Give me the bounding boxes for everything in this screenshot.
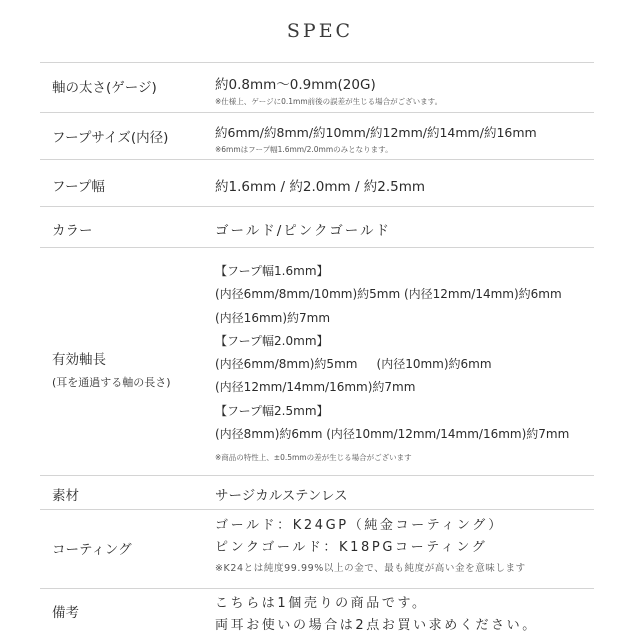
axis-length-line: 【フープ幅2.5mm】: [215, 403, 329, 418]
spec-row-hoop-size: [40, 112, 594, 160]
remarks-line-2: 両耳お使いの場合は2点お買い求めください。: [215, 618, 538, 633]
color-value: ゴールド/ピンクゴールド: [215, 223, 391, 239]
hoop-size-value: [215, 123, 537, 155]
remarks-line-1: こちらは1個売りの商品です。: [215, 596, 428, 611]
coating-label: コーティング: [52, 542, 132, 558]
axis-length-note: ※商品の特性上、±0.5mmの差が生じる場合がございます: [215, 453, 412, 463]
hoop-width-label: フープ幅: [52, 179, 105, 195]
spec-row-hoop-width: [40, 159, 594, 207]
hoop-size-value-text: 約6mm/約8mm/約10mm/約12mm/約14mm/約16mm: [215, 125, 537, 140]
hoop-size-note: ※6mmはフープ幅1.6mm/2.0mmのみとなります。: [215, 145, 393, 154]
spec-row-material: [40, 475, 594, 510]
coating-value: [215, 515, 526, 579]
hoop-size-label: フープサイズ(内径): [52, 130, 169, 146]
spec-row-color: [40, 206, 594, 248]
material-label: 素材: [52, 488, 79, 504]
spec-title: SPEC: [286, 20, 354, 42]
spec-row-gauge: [40, 62, 594, 113]
coating-note: ※K24とは純度99.99%以上の金で、最も純度が高い金を意味します: [215, 563, 526, 574]
axis-length-line: (内径16mm)約7mm: [215, 310, 331, 325]
axis-length-sublabel: (耳を通過する軸の長さ): [52, 376, 171, 389]
gauge-label: 軸の太さ(ゲージ): [52, 80, 157, 96]
spec-row-remarks: [40, 588, 594, 641]
material-value: サージカルステンレス: [215, 488, 348, 504]
axis-length-label-text: 有効軸長: [52, 352, 106, 368]
gauge-value-text: 約0.8mm〜0.9mm(20G): [215, 77, 376, 93]
gauge-value: [215, 73, 442, 107]
remarks-label: 備考: [52, 605, 79, 621]
axis-length-line: (内径6mm/8mm/10mm)約5mm (内径12mm/14mm)約6mm: [215, 287, 562, 302]
spec-row-axis-length: [40, 247, 594, 476]
axis-length-line: (内径12mm/14mm/16mm)約7mm: [215, 380, 416, 395]
hoop-width-value: 約1.6mm / 約2.0mm / 約2.5mm: [215, 179, 426, 195]
gauge-note: ※仕様上、ゲージに0.1mm前後の誤差が生じる場合がございます。: [215, 97, 443, 106]
axis-length-line: (内径6mm/8mm)約5mm (内径10mm)約6mm: [215, 357, 492, 372]
spec-row-coating: [40, 509, 594, 589]
axis-length-value: [215, 260, 569, 463]
axis-length-line: 【フープ幅1.6mm】: [215, 264, 329, 278]
axis-length-line: 【フープ幅2.0mm】: [215, 333, 329, 348]
color-label: カラー: [52, 223, 93, 239]
axis-length-label: [52, 348, 171, 390]
remarks-value: [215, 593, 538, 637]
coating-gold: ゴールド：K24GP（純金コーティング）: [215, 518, 504, 533]
coating-pink-gold: ピンクゴールド：K18PGコーティング: [215, 540, 488, 555]
axis-length-line: (内径8mm)約6mm (内径10mm/12mm/14mm/16mm)約7mm: [215, 427, 570, 442]
